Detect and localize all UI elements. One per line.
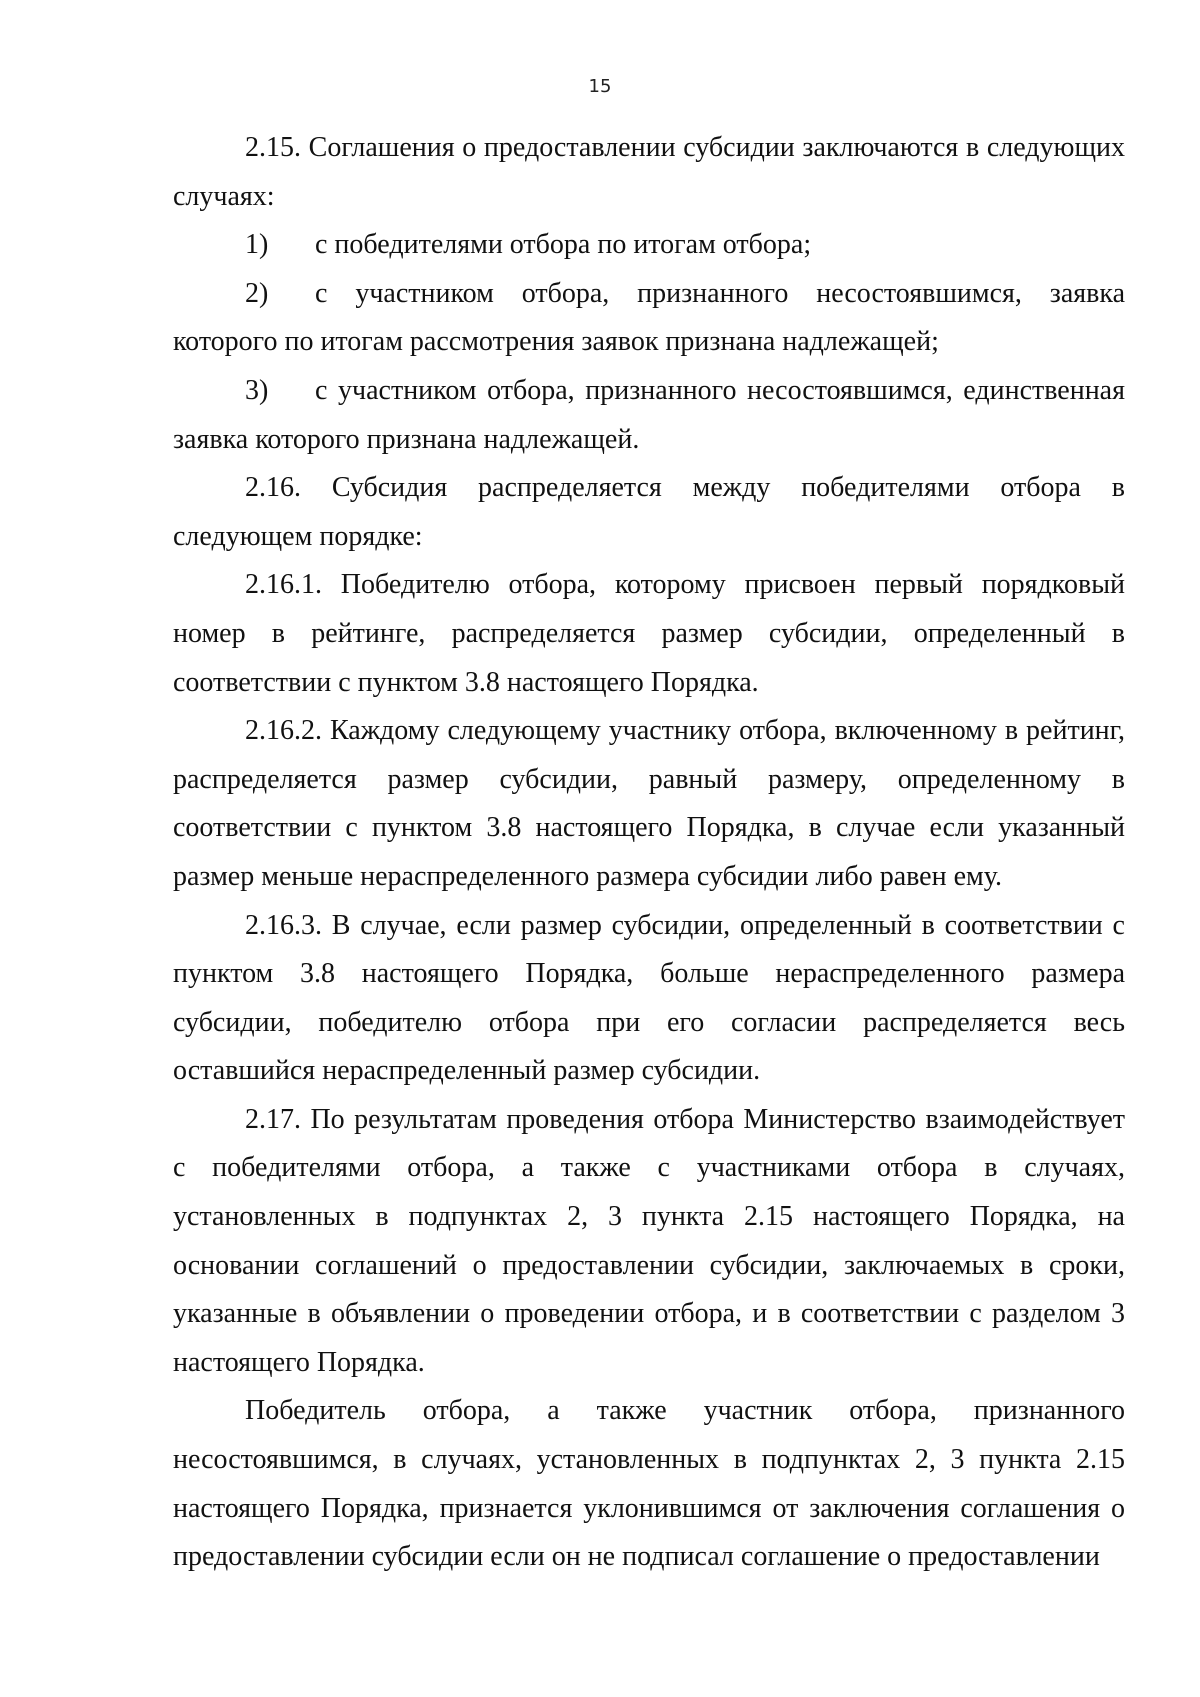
list-item-text: с победителями отбора по итогам отбора;	[315, 229, 812, 261]
paragraph-2-16-2: 2.16.2. Каждому следующему участнику отбора, включенному в рейтинг, распределяется размер субсидии, равный размеру, определенному в соответствии с пунктом 3.8 настоящего Порядка, в случае если указанный размер меньше нераспределенного размера субсидии либо равен ему.	[173, 715, 1125, 892]
paragraph-winner-evasion: Победитель отбора, а также участник отбора, признанного несостоявшимся, в случаях, установленных в подпунктах 2, 3 пункта 2.15 настоящего Порядка, признается уклонившимся от заключения соглашения о предоставлении субсидии если он не подписал соглашение о предоставлении	[173, 1395, 1125, 1573]
list-item-text: с участником отбора, признанного несостоявшимся, заявка которого по итогам рассмотрения заявок признана надлежащей;	[173, 277, 1125, 358]
list-item-1	[173, 221, 1125, 270]
paragraph-2-16-3: 2.16.3. В случае, если размер субсидии, определенный в соответствии с пунктом 3.8 настоящего Порядка, больше нераспределенного размера субсидии, победителю отбора при его согласии распределяется весь оставшийся нераспределенный размер субсидии.	[173, 909, 1125, 1087]
list-item-2	[173, 270, 1125, 367]
document-body	[173, 124, 1125, 1582]
paragraph-2-17: 2.17. По результатам проведения отбора Министерство взаимодействует с победителями отбора, а также с участниками отбора в случаях, установленных в подпунктах 2, 3 пункта 2.15 настоящего Порядка, на основании соглашений о предоставлении субсидии, заключаемых в сроки, указанные в объявлении о проведении отбора, и в соответствии с разделом 3 настоящего Порядка.	[173, 1103, 1125, 1378]
list-item-text: с участником отбора, признанного несостоявшимся, единственная заявка которого признана надлежащей.	[173, 374, 1125, 455]
list-item-number: 3)	[245, 374, 269, 406]
paragraph-2-15: 2.15. Соглашения о предоставлении субсидии заключаются в следующих случаях:	[173, 132, 1125, 212]
paragraph-2-16: 2.16. Субсидия распределяется между победителями отбора в следующем порядке:	[173, 472, 1125, 552]
list-item-number: 1)	[245, 229, 269, 261]
page-number: 15	[588, 76, 612, 97]
list-item-number: 2)	[245, 277, 269, 309]
paragraph-2-16-1: 2.16.1. Победителю отбора, которому присвоен первый порядковый номер в рейтинге, распределяется размер субсидии, определенный в соответствии с пунктом 3.8 настоящего Порядка.	[173, 569, 1125, 698]
list-item-3	[173, 367, 1125, 464]
